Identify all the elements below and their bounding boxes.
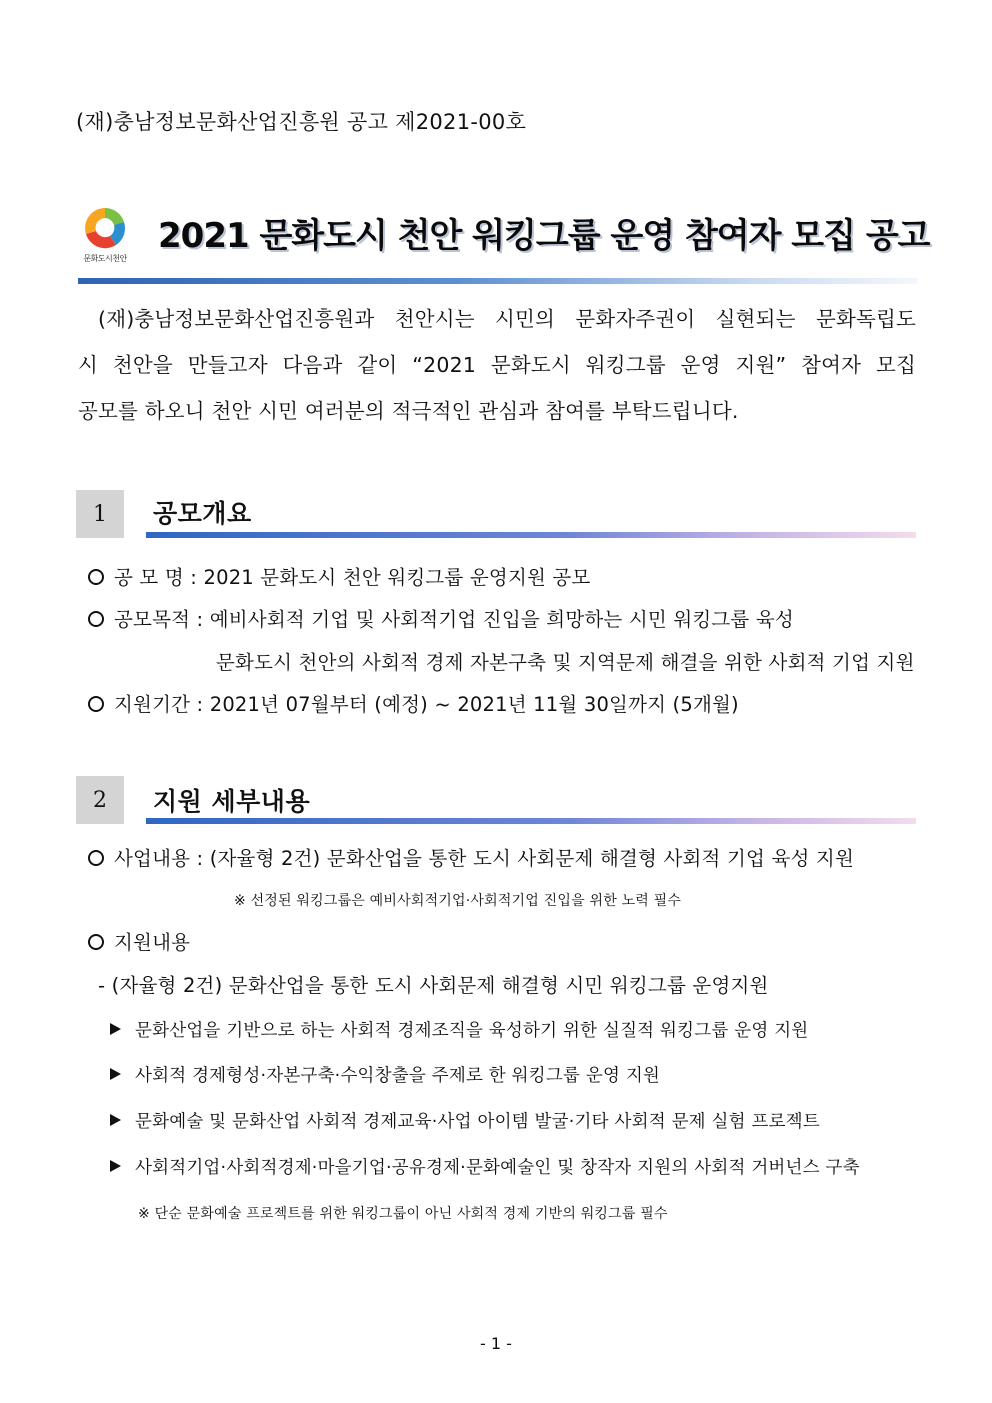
section-number-box: 2	[76, 776, 124, 824]
overview-name: 공 모 명 : 2021 문화도시 천안 워킹그룹 운영지원 공모	[88, 562, 591, 590]
triangle-bullet-icon	[110, 1160, 121, 1172]
circle-bullet-icon	[88, 611, 104, 627]
logo-icon	[80, 204, 130, 252]
triangle-bullet-icon	[110, 1114, 121, 1126]
circle-bullet-icon	[88, 850, 104, 866]
section-number-box: 1	[76, 490, 124, 538]
logo-caption: 문화도시천안	[83, 254, 127, 263]
circle-bullet-icon	[88, 934, 104, 950]
overview-period: 지원기간 : 2021년 07월부터 (예정) ~ 2021년 11월 30일까지 (5개월)	[88, 689, 739, 717]
notice-number: (재)충남정보문화산업진흥원 공고 제2021-00호	[76, 110, 527, 134]
support-bullet: 사회적 경제형성·자본구축·수익창출을 주제로 한 워킹그룹 운영 지원	[110, 1062, 660, 1087]
overview-purpose: 공모목적 : 예비사회적 기업 및 사회적기업 진입을 희망하는 시민 워킹그룹 육성	[88, 604, 794, 632]
triangle-bullet-icon	[110, 1023, 121, 1035]
support-footnote: ※ 단순 문화예술 프로젝트를 위한 워킹그룹이 아닌 사회적 경제 기반의 워킹그룹 필수	[138, 1206, 668, 1222]
section-divider	[146, 532, 916, 538]
triangle-bullet-icon	[110, 1068, 121, 1080]
section-title: 지원 세부내용	[153, 787, 311, 816]
support-bullet: 문화산업을 기반으로 하는 사회적 경제조직을 육성하기 위한 실질적 워킹그룹 운영 지원	[110, 1017, 808, 1042]
intro-line: 공모를 하오니 천안 시민 여러분의 적극적인 관심과 참여를 부탁드립니다.	[78, 399, 739, 423]
intro-line: 시 천안을 만들고자 다음과 같이 “2021 문화도시 워킹그룹 운영 지원” 참여자 모집	[78, 353, 916, 377]
business-note: ※ 선정된 워킹그룹은 예비사회적기업·사회적기업 진입을 위한 노력 필수	[234, 893, 682, 909]
culture-city-logo	[80, 204, 130, 266]
support-label: 지원내용	[88, 927, 190, 955]
support-bullet: 사회적기업·사회적경제·마을기업·공유경제·문화예술인 및 창작자 지원의 사회적 거버넌스 구축	[110, 1154, 860, 1179]
section-divider	[146, 818, 916, 824]
support-sub: - (자율형 2건) 문화산업을 통한 도시 사회문제 해결형 시민 워킹그룹 운영지원	[98, 974, 769, 997]
page-number: - 1 -	[480, 1334, 512, 1353]
intro-line: (재)충남정보문화산업진흥원과 천안시는 시민의 문화자주권이 실현되는 문화독립도	[98, 307, 916, 331]
circle-bullet-icon	[88, 569, 104, 585]
intro-paragraph	[78, 296, 916, 434]
title-divider	[78, 278, 918, 284]
section-title: 공모개요	[153, 499, 252, 528]
circle-bullet-icon	[88, 696, 104, 712]
business-content: 사업내용 : (자율형 2건) 문화산업을 통한 도시 사회문제 해결형 사회적 기업 육성 지원	[88, 843, 854, 871]
page-title: 2021 문화도시 천안 워킹그룹 운영 참여자 모집 공고	[158, 216, 930, 256]
support-bullet: 문화예술 및 문화산업 사회적 경제교육·사업 아이템 발굴·기타 사회적 문제 실험 프로젝트	[110, 1108, 820, 1133]
overview-purpose-cont: 문화도시 천안의 사회적 경제 자본구축 및 지역문제 해결을 위한 사회적 기업 지원	[216, 651, 915, 674]
